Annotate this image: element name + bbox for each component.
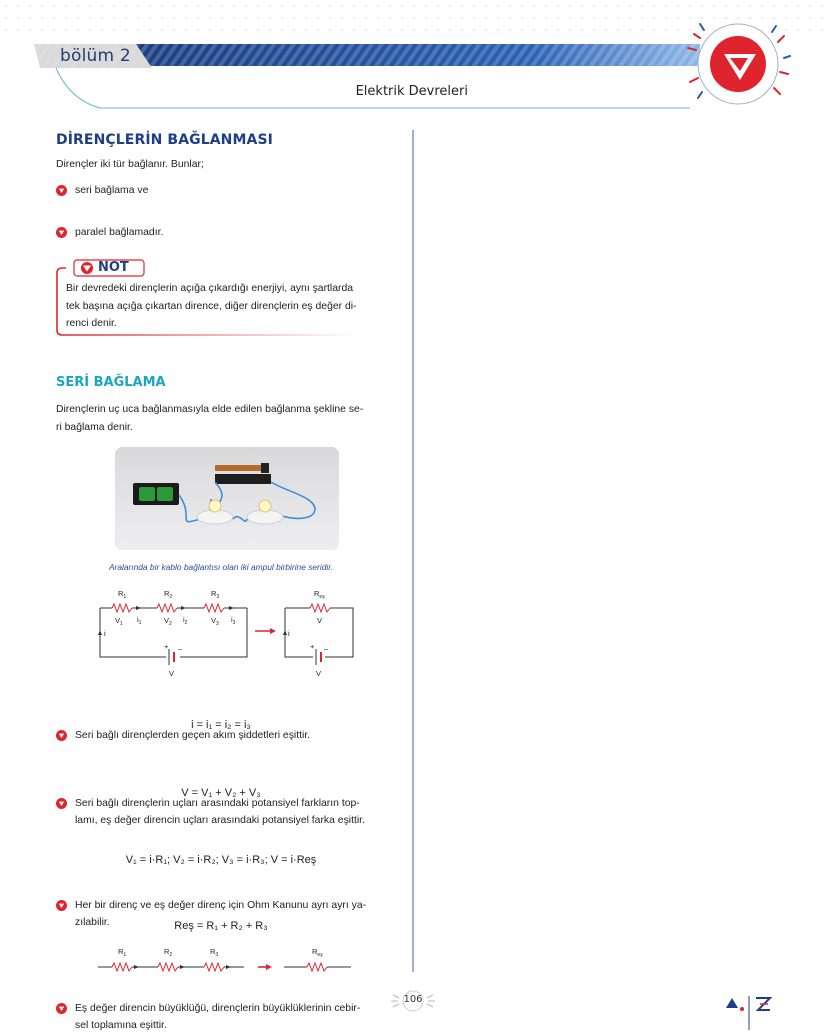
label-req: $R_{eş}$ [312, 947, 323, 958]
equation-voltage: V = V₁ + V₂ + V₃ [181, 787, 261, 799]
bullet-icon [56, 1003, 67, 1014]
resistor-3 [204, 963, 224, 971]
list-item-text: seri bağlama ve [75, 185, 149, 196]
list-item-text: Seri bağlı dirençlerden geçen akım şiddetleri eşittir. [75, 730, 311, 741]
resistor-equivalent [310, 604, 330, 612]
resistor-1 [112, 604, 132, 612]
bullet-icon [56, 730, 67, 741]
equation-req: Reş = R₁ + R₂ + R₃ [174, 920, 268, 932]
note-line: Bir devredeki dirençlerin açığa çıkardığı enerjiyi, aynı şartlarda [66, 283, 354, 294]
bullet-icon [56, 900, 67, 911]
list-item [56, 795, 405, 830]
text-line: sel toplamına eşittir. [75, 1020, 167, 1031]
resistor-1 [112, 963, 132, 971]
note-box [56, 258, 360, 336]
label-v: V [316, 669, 322, 678]
series-equivalent-diagram [98, 944, 358, 974]
label-r1: $R_1$ [118, 589, 127, 600]
bullet-icon [56, 227, 67, 238]
footer-z-icon [756, 998, 770, 1010]
equation-current: i = i₁ = i₂ = i₃ [191, 719, 251, 731]
page-number [386, 988, 440, 1014]
chapter-title: Elektrik Devreleri [355, 84, 468, 99]
list-item [56, 224, 405, 242]
publisher-logo-icon [680, 16, 792, 112]
label-r3: $R_3$ [211, 589, 220, 600]
section-intro [56, 401, 386, 436]
note-line: tek başına açığa çıkartan dirence, diğer dirençlerin eş değer di- [66, 300, 357, 312]
label-i2: $i_2$ [183, 615, 188, 626]
circuit-photo [115, 447, 339, 550]
footer-arrow-icon [726, 998, 738, 1008]
text-line: Her bir direnç ve eş değer direnç için Ohm Kanunu ayrı ayrı ya- [75, 899, 367, 911]
text-line: Eş değer direncin büyüklüğü, dirençlerin büyüklüklerinin cebir- [75, 1002, 361, 1014]
bullet-icon [56, 185, 67, 196]
text-line: zılabilir. [75, 917, 110, 928]
label-plus: + [164, 642, 169, 651]
label-minus: – [324, 644, 329, 653]
label-r2: $R_2$ [164, 589, 173, 600]
resistor-equivalent [307, 963, 327, 971]
label-v2: $V_2$ [164, 616, 172, 627]
column-divider [412, 130, 414, 972]
note-label: NOT [98, 260, 129, 275]
text-line: lamı, eş değer direncin uçları arasındaki potansiyel farka eşittir. [75, 815, 365, 826]
text-line: Dirençlerin uç uca bağlanmasıyla elde edilen bağlanma şekline se- [56, 404, 364, 415]
label-v1: $V_1$ [115, 616, 123, 627]
page-number-text: 106 [403, 994, 423, 1005]
note-text [66, 280, 384, 333]
bullet-icon [56, 798, 67, 809]
label-v: V [169, 669, 175, 678]
photo-caption: Aralarında bir kablo bağlantısı olan iki ampul birbirine seridir. [108, 562, 334, 572]
label-plus: + [310, 642, 315, 651]
series-circuit-diagram [90, 585, 360, 680]
label-i1: $i_1$ [137, 615, 142, 626]
section-intro: Dirençler iki tür bağlanır. Bunlar; [56, 159, 204, 170]
resistor-2 [158, 963, 178, 971]
section-title-direnclerin-baglanmasi: DİRENÇLERİN BAĞLANMASI [56, 132, 273, 148]
label-v3: $V_3$ [211, 616, 219, 627]
label-r1: $R_1$ [118, 947, 127, 958]
resistor-3 [204, 604, 224, 612]
label-i: i [288, 629, 290, 638]
label-minus: – [178, 644, 183, 653]
note-line: renci denir. [66, 318, 117, 329]
chapter-label: bölüm 2 [60, 46, 131, 66]
label-i3: $i_3$ [231, 615, 236, 626]
list-item-text: paralel bağlamadır. [75, 226, 164, 238]
resistor-2 [157, 604, 177, 612]
circuit-photo-illustration [115, 447, 339, 550]
label-r2: $R_2$ [164, 947, 173, 958]
text-line: Seri bağlı dirençlerin uçları arasındaki potansiyel farkların top- [75, 797, 360, 809]
page-header [0, 0, 828, 120]
equation-ohm: V₁ = i·R₁; V₂ = i·R₂; V₃ = i·R₃; V = i·Reş [125, 854, 317, 866]
label-r3: $R_3$ [210, 947, 219, 958]
text-line: ri bağlama denir. [56, 421, 133, 433]
footer-brand-icons [724, 994, 776, 1030]
section-title-seri-baglama: SERİ BAĞLAMA [56, 375, 166, 390]
label-v-eq: V [317, 616, 323, 625]
list-item [56, 1000, 405, 1035]
list-item [56, 182, 405, 200]
label-req: $R_{eş}$ [314, 589, 325, 600]
label-i: i [104, 629, 106, 638]
